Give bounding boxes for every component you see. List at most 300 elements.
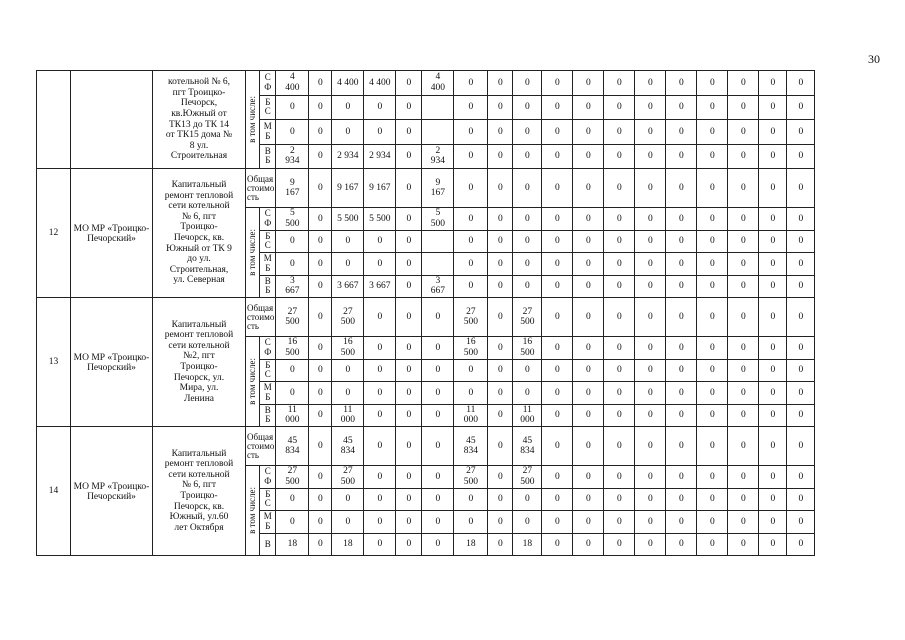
value-cell: 0 [666,95,697,120]
value-cell: 0 [759,120,787,145]
value-cell: 0 [542,466,573,489]
value-cell: 0 [604,404,635,427]
value-cell: 0 [573,359,604,382]
value-cell: 0 [364,298,396,337]
value-cell: 0 [759,511,787,534]
value-cell: 0 [728,120,759,145]
value-cell: 0 [488,230,513,253]
value-cell: 0 [454,71,488,96]
value-cell: 0 [513,359,542,382]
value-cell: 4 400 [332,71,364,96]
value-cell: 0 [513,71,542,96]
value-cell: 0 [396,382,422,405]
value-cell: 0 [697,71,728,96]
value-cell: 0 [759,533,787,556]
value-cell: 0 [759,169,787,208]
value-cell: 0 [759,275,787,298]
value-cell: 0 [573,230,604,253]
value-cell: 0 [542,208,573,231]
value-cell: 0 [513,144,542,169]
value-cell: 0 [309,71,332,96]
value-cell: 0 [276,253,309,276]
value-cell: 0 [666,488,697,511]
value-cell: 18 [513,533,542,556]
value-cell: 0 [697,533,728,556]
value-cell: 0 [635,466,666,489]
value-cell: 0 [454,95,488,120]
value-cell: 0 [454,208,488,231]
project-description: Капитальный ремонт тепловой сети котельной № 6, пгт Троицко- Печорск, кв. Южный, ул.60 лет Октября [153,427,246,556]
value-cell: 0 [542,275,573,298]
value-cell: 0 [396,169,422,208]
value-cell: 0 [488,511,513,534]
value-cell: 0 [573,275,604,298]
value-cell: 0 [396,466,422,489]
value-cell: 0 [488,337,513,360]
investment-table [36,70,815,556]
value-cell: 0 [276,95,309,120]
value-cell: 11 000 [513,404,542,427]
value-cell: 0 [542,169,573,208]
funding-source-label: М Б [260,382,276,405]
value-cell [422,230,454,253]
value-cell: 0 [697,466,728,489]
value-cell: 0 [759,71,787,96]
value-cell: 0 [759,95,787,120]
value-cell: 0 [396,427,422,466]
value-cell: 0 [364,359,396,382]
value-cell: 0 [787,253,815,276]
funding-source-label: В [260,533,276,556]
value-cell: 0 [396,533,422,556]
value-cell: 0 [604,298,635,337]
value-cell: 0 [513,169,542,208]
value-cell: 0 [573,95,604,120]
vertical-label: в том числе: [247,487,258,534]
value-cell: 0 [542,120,573,145]
value-cell: 4 400 [364,71,396,96]
value-cell: 0 [573,120,604,145]
value-cell: 0 [573,382,604,405]
value-cell: 0 [697,169,728,208]
value-cell: 0 [454,488,488,511]
value-cell: 0 [488,120,513,145]
value-cell: 0 [635,337,666,360]
value-cell: 0 [513,95,542,120]
value-cell: 0 [666,120,697,145]
funding-source-label: М Б [260,511,276,534]
value-cell: 0 [309,511,332,534]
funding-source-label: В Б [260,275,276,298]
value-cell: 0 [309,404,332,427]
value-cell: 0 [787,144,815,169]
value-cell [422,120,454,145]
value-cell: 0 [542,382,573,405]
value-cell: 0 [697,488,728,511]
value-cell: 16 500 [513,337,542,360]
value-cell: 0 [488,275,513,298]
value-cell: 0 [542,359,573,382]
value-cell: 4 400 [276,71,309,96]
value-cell: 0 [604,533,635,556]
value-cell: 0 [759,208,787,231]
value-cell: 0 [488,208,513,231]
value-cell: 0 [396,488,422,511]
funding-source-label: С Ф [260,208,276,231]
value-cell: 0 [759,337,787,360]
vertical-label: в том числе: [247,229,258,276]
value-cell: 0 [542,230,573,253]
value-cell: 2 934 [364,144,396,169]
value-cell: 0 [635,120,666,145]
value-cell: 0 [728,169,759,208]
value-cell: 0 [604,95,635,120]
value-cell: 0 [309,337,332,360]
value-cell: 0 [488,71,513,96]
funding-source-label: С Ф [260,71,276,96]
value-cell: 0 [728,230,759,253]
value-cell: 0 [332,120,364,145]
value-cell: 0 [787,511,815,534]
value-cell: 0 [364,488,396,511]
value-cell [422,95,454,120]
value-cell: 0 [759,466,787,489]
value-cell: 0 [635,230,666,253]
value-cell: 0 [309,382,332,405]
value-cell: 0 [635,511,666,534]
value-cell: 0 [422,298,454,337]
value-cell: 0 [364,120,396,145]
value-cell: 16 500 [332,337,364,360]
value-cell: 0 [396,359,422,382]
value-cell: 0 [309,427,332,466]
value-cell: 9 167 [276,169,309,208]
value-cell: 0 [697,511,728,534]
value-cell: 0 [309,253,332,276]
value-cell: 0 [332,230,364,253]
value-cell: 0 [573,144,604,169]
value-cell: 0 [513,253,542,276]
value-cell: 0 [396,253,422,276]
value-cell: 0 [697,230,728,253]
value-cell: 0 [697,359,728,382]
value-cell: 0 [728,208,759,231]
value-cell: 0 [454,230,488,253]
row-number: 13 [37,298,71,427]
value-cell: 0 [309,208,332,231]
value-cell: 0 [309,488,332,511]
value-cell: 0 [488,488,513,511]
value-cell: 0 [728,95,759,120]
value-cell: 0 [309,298,332,337]
value-cell: 0 [422,533,454,556]
value-cell: 0 [309,230,332,253]
value-cell: 0 [604,382,635,405]
value-cell: 0 [542,404,573,427]
value-cell: 0 [364,533,396,556]
value-cell: 45 834 [454,427,488,466]
value-cell: 0 [666,466,697,489]
value-cell: 18 [276,533,309,556]
total-label: Общая стоимо сть [246,427,276,466]
value-cell: 0 [635,253,666,276]
value-cell: 0 [396,337,422,360]
value-cell: 0 [728,404,759,427]
value-cell: 0 [635,298,666,337]
value-cell: 0 [454,275,488,298]
value-cell: 0 [573,511,604,534]
value-cell: 0 [697,95,728,120]
value-cell: 0 [697,253,728,276]
value-cell: 0 [787,208,815,231]
value-cell: 0 [396,71,422,96]
value-cell: 0 [309,466,332,489]
value-cell: 0 [728,488,759,511]
value-cell: 0 [666,511,697,534]
value-cell: 0 [635,208,666,231]
value-cell: 0 [276,488,309,511]
value-cell: 0 [542,337,573,360]
value-cell: 27 500 [513,298,542,337]
value-cell: 0 [604,120,635,145]
value-cell: 9 167 [332,169,364,208]
value-cell: 0 [573,71,604,96]
project-description: Капитальный ремонт тепловой сети котельной №2, пгт Троицко- Печорск, ул. Мира, ул. Ленина [153,298,246,427]
value-cell: 0 [332,488,364,511]
value-cell: 0 [364,253,396,276]
value-cell: 0 [573,208,604,231]
funding-source-label: Б С [260,359,276,382]
value-cell: 0 [364,95,396,120]
value-cell: 0 [422,427,454,466]
table-row [37,427,815,466]
value-cell: 0 [666,169,697,208]
value-cell: 0 [787,359,815,382]
value-cell: 0 [697,427,728,466]
value-cell: 45 834 [276,427,309,466]
value-cell: 5 500 [364,208,396,231]
value-cell: 0 [666,208,697,231]
value-cell: 0 [604,169,635,208]
funding-source-label: Б С [260,230,276,253]
row-number: 12 [37,169,71,298]
funding-source-label: Б С [260,488,276,511]
value-cell: 0 [666,144,697,169]
value-cell: 5 500 [332,208,364,231]
table-row [37,298,815,337]
value-cell: 0 [635,95,666,120]
project-description: котельной № 6, пгт Троицко- Печорск, кв.Южный от ТК13 до ТК 14 от ТК15 дома № 8 ул. Строительная [153,71,246,169]
value-cell: 4 400 [422,71,454,96]
value-cell: 0 [542,95,573,120]
value-cell: 16 500 [276,337,309,360]
table-row [37,71,815,96]
value-cell: 27 500 [454,466,488,489]
value-cell: 2 934 [422,144,454,169]
value-cell: 0 [787,488,815,511]
municipality-cell: МО МР «Троицко- Печорский» [71,427,153,556]
value-cell: 0 [513,230,542,253]
vertical-label: в том числе: [247,358,258,405]
value-cell: 0 [309,275,332,298]
value-cell: 0 [422,382,454,405]
value-cell: 0 [697,298,728,337]
value-cell: 0 [787,298,815,337]
value-cell: 16 500 [454,337,488,360]
value-cell: 2 934 [332,144,364,169]
value-cell: 0 [488,404,513,427]
value-cell: 0 [422,466,454,489]
value-cell: 0 [759,230,787,253]
value-cell: 0 [728,511,759,534]
value-cell: 0 [542,253,573,276]
value-cell: 0 [276,230,309,253]
value-cell: 0 [454,359,488,382]
project-description: Капитальный ремонт тепловой сети котельной № 6, пгт Троицко- Печорск, кв. Южный от ТК 9 до ул. Строительная, ул. Северная [153,169,246,298]
value-cell: 0 [697,144,728,169]
value-cell: 27 500 [513,466,542,489]
value-cell: 0 [666,253,697,276]
value-cell: 0 [697,120,728,145]
value-cell: 0 [635,533,666,556]
value-cell: 0 [364,466,396,489]
value-cell: 0 [666,230,697,253]
value-cell: 0 [573,533,604,556]
value-cell: 0 [635,427,666,466]
value-cell: 27 500 [454,298,488,337]
value-cell: 0 [332,253,364,276]
value-cell: 0 [604,466,635,489]
value-cell: 18 [454,533,488,556]
value-cell: 0 [488,382,513,405]
value-cell: 0 [787,337,815,360]
funding-source-label: Б С [260,95,276,120]
value-cell: 27 500 [332,466,364,489]
value-cell: 27 500 [276,466,309,489]
value-cell: 0 [396,208,422,231]
municipality-cell [71,71,153,169]
value-cell: 0 [666,382,697,405]
value-cell: 0 [666,337,697,360]
value-cell: 5 500 [422,208,454,231]
vertical-label-cell [246,337,260,427]
value-cell: 0 [422,488,454,511]
value-cell: 0 [573,169,604,208]
value-cell: 0 [454,253,488,276]
value-cell: 0 [787,466,815,489]
value-cell: 0 [635,488,666,511]
value-cell: 0 [635,275,666,298]
table-row [37,169,815,208]
value-cell: 0 [513,275,542,298]
value-cell: 0 [573,298,604,337]
value-cell: 3 667 [332,275,364,298]
value-cell: 0 [728,298,759,337]
value-cell: 0 [396,298,422,337]
value-cell: 5 500 [276,208,309,231]
value-cell: 0 [332,95,364,120]
value-cell: 0 [488,359,513,382]
vertical-label-cell [246,71,260,169]
value-cell: 0 [635,71,666,96]
total-label: Общая стоимо сть [246,298,276,337]
row-number [37,71,71,169]
value-cell: 18 [332,533,364,556]
value-cell: 0 [604,359,635,382]
value-cell: 0 [635,144,666,169]
value-cell: 0 [276,120,309,145]
value-cell: 27 500 [332,298,364,337]
funding-source-label: В Б [260,144,276,169]
value-cell: 0 [488,427,513,466]
value-cell: 0 [787,382,815,405]
value-cell: 0 [488,466,513,489]
value-cell: 0 [666,427,697,466]
value-cell: 3 667 [276,275,309,298]
value-cell: 0 [364,230,396,253]
value-cell: 0 [759,404,787,427]
funding-source-label: С Ф [260,337,276,360]
value-cell: 0 [309,359,332,382]
value-cell: 0 [488,169,513,208]
value-cell: 0 [604,275,635,298]
funding-source-label: М Б [260,120,276,145]
value-cell: 0 [728,253,759,276]
value-cell: 0 [666,71,697,96]
value-cell: 0 [604,71,635,96]
value-cell: 0 [787,404,815,427]
value-cell: 0 [728,337,759,360]
value-cell: 27 500 [276,298,309,337]
value-cell: 0 [309,533,332,556]
value-cell: 0 [697,382,728,405]
value-cell: 0 [697,208,728,231]
value-cell: 0 [787,533,815,556]
value-cell: 0 [666,298,697,337]
value-cell: 0 [635,404,666,427]
value-cell: 0 [332,359,364,382]
value-cell: 0 [513,208,542,231]
municipality-cell: МО МР «Троицко- Печорский» [71,169,153,298]
value-cell: 0 [787,275,815,298]
row-number: 14 [37,427,71,556]
value-cell: 0 [759,382,787,405]
value-cell: 0 [454,169,488,208]
value-cell: 0 [396,404,422,427]
value-cell: 0 [396,120,422,145]
value-cell: 0 [309,144,332,169]
value-cell: 3 667 [364,275,396,298]
value-cell: 0 [396,275,422,298]
value-cell: 0 [728,359,759,382]
value-cell: 0 [604,427,635,466]
value-cell: 0 [604,208,635,231]
value-cell: 0 [542,427,573,466]
value-cell: 0 [488,144,513,169]
value-cell: 0 [666,404,697,427]
value-cell: 0 [787,71,815,96]
value-cell: 0 [364,404,396,427]
value-cell: 0 [573,404,604,427]
value-cell: 0 [787,120,815,145]
value-cell: 0 [666,359,697,382]
value-cell: 0 [573,337,604,360]
value-cell: 0 [542,488,573,511]
funding-source-label: М Б [260,253,276,276]
value-cell: 0 [635,359,666,382]
page-number: 30 [868,52,880,66]
value-cell: 0 [759,298,787,337]
